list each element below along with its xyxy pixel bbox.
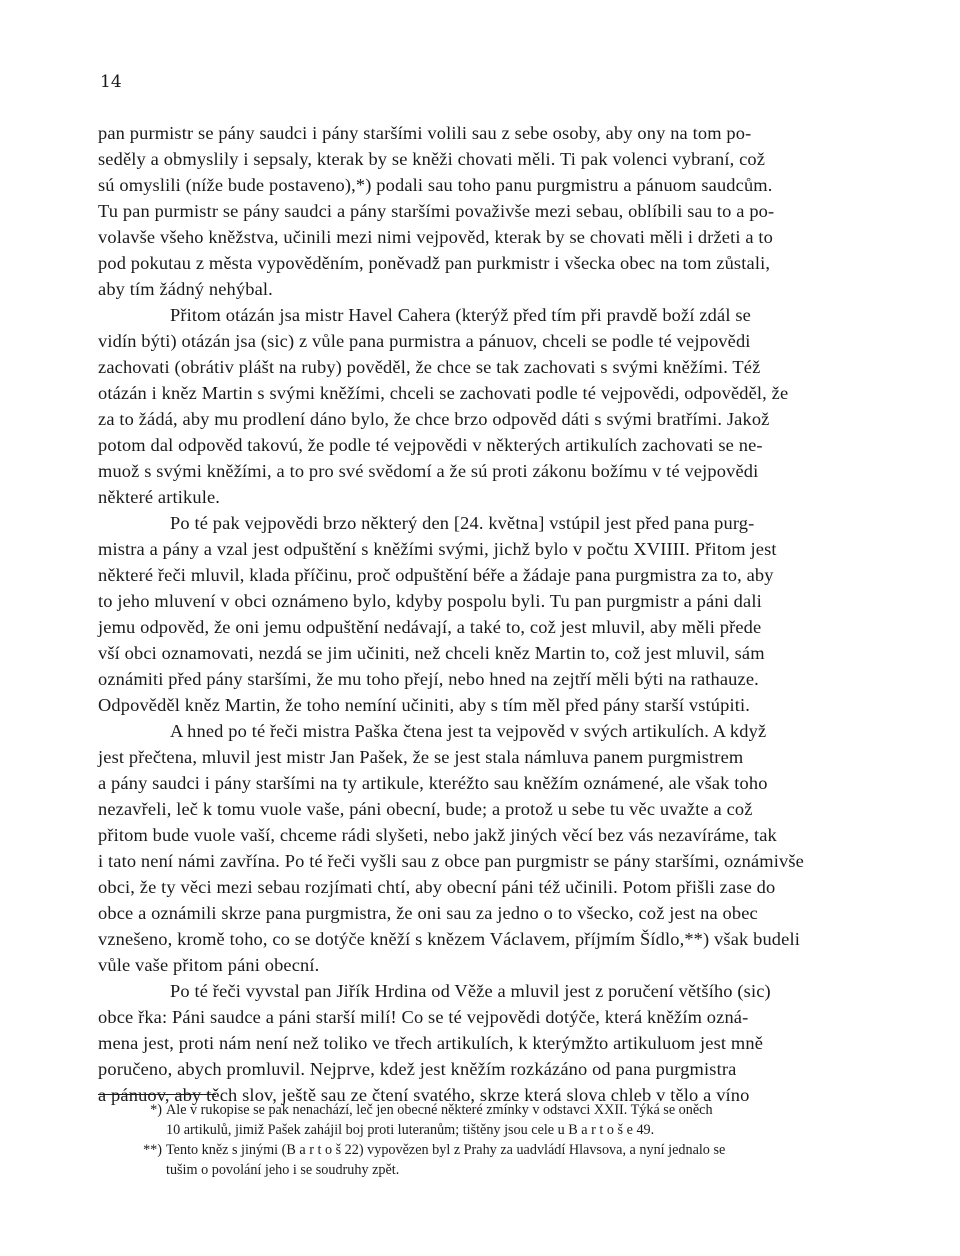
footnote-text: Ale v rukopise se pak nenachází, leč jen obecné některé zmínky v odstavci XXII. Týká se oněch 10 artikulů, jimiž Pašek zahájil boj proti luteranům; tištěny jsou cele u B a r t o š e 49. <box>166 1102 713 1138</box>
paragraph-2: Přitom otázán jsa mistr Havel Cahera (kterýž před tím při pravdě boží zdál se vidín býti) otázán jsa (sic) z vůle pana purmistra a pánuov, chceli se podle té vejpovědi zachovati (obrátiv plášt na ruby) pověděl, že chce se tak zachovati s svými kněžími. Též otázán i kněz Martin s svými kněžími, chceli se zachovati podle té vejpovědi, odpověděl, že za to žádá, aby mu prodlení dáno bylo, že chce brzo odpověd dáti s svými bratřími. Jakož potom dal odpověd takovú, že podle té vejpovědi v některých artikulích zachovati se ne- muož s svými kněžími, a to pro své svědomí a že sú proti zákonu božímu v té vejpovědi některé artikule. <box>98 305 789 507</box>
footnote-marker: **) <box>143 1142 162 1158</box>
footnotes <box>98 1100 892 1180</box>
footnote-marker: *) <box>150 1102 162 1118</box>
footnote-1 <box>98 1100 892 1140</box>
page-number: 14 <box>100 72 122 92</box>
footnote-2 <box>98 1140 892 1180</box>
footnote-divider <box>98 1094 216 1095</box>
paragraph-1: pan purmistr se pány saudci i pány staršími volili sau z sebe osoby, aby ony na tom po- seděly a obmyslily i sepsaly, kterak by se kněži chovati měli. Ti pak volenci vybraní, což sú omyslili (níže bude postaveno),*) podali sau toho panu purgmistru a pánuom saudcům. Tu pan purmistr se pány saudci a pány staršími považivše mezi sebau, oblíbili sau to a po- volavše všeho kněžstva, učinili mezi nimi vejpověd, kterak by se chovati měli i držeti a to pod pokutau z města vypověděním, poněvadž pan purkmistr i všecka obec na tom zůstali, aby tím žádný nehýbal. <box>98 123 775 299</box>
paragraph-4: A hned po té řeči mistra Paška čtena jest ta vejpověd v svých artikulích. A když jest přečtena, mluvil jest mistr Jan Pašek, že se jest stala námluva panem purgmistrem a pány saudci i pány staršími na ty artikule, kteréžto sau kněžím oznámené, ale však toho nezavřeli, leč k tomu vuole vaše, páni obecní, bude; a protož u sebe tu věc uvažte a což přitom bude vuole vaší, chceme rádi slyšeti, nebo jakž jiných věcí bez vás nezavíráme, tak i tato není námi zavřína. Po té řeči vyšli sau z obce pan purgmistr se pány staršími, oznámivše obci, že ty věci mezi sebau rozjímati chtí, aby obecní páni též učinili. Potom přišli zase do obce a oznámili skrze pana purgmistra, že oni sau za jedno o to všecko, což jest na obec vznešeno, kromě toho, co se dotýče kněží s knězem Václavem, příjmím Šídlo,**) však budeli vůle vaše přitom páni obecní. <box>98 721 804 975</box>
paragraph-3: Po té pak vejpovědi brzo některý den [24. května] vstúpil jest před pana purg- mistra a pány a vzal jest odpuštění s kněžími svými, jichž bylo v počtu XVIIII. Přitom jest některé řeči mluvil, klada příčinu, proč odpuštění béře a žádaje pana purgmistra za to, aby to jeho mluvení v obci oznámeno bylo, kdyby pospolu byli. Tu pan purgmistr a páni dali jemu odpověd, že oni jemu odpuštění nedávají, a také to, což jest mluvil, aby měli přede vší obci oznamovati, nezdá se jim učiniti, než chceli kněz Martin to, což jest mluvil, sám oznámiti před pány staršími, že mu toho přejí, nebo hned na zejtří měli býti na rathauze. Odpověděl kněz Martin, že toho nemíní učiniti, aby s tím měl před pány starší vstúpiti. <box>98 513 777 715</box>
paragraph-5: Po té řeči vyvstal pan Jiřík Hrdina od Věže a mluvil jest z poručení většího (sic) obce řka: Páni saudce a páni starší milí! Co se té vejpovědi dotýče, která kněžím ozná- mena jest, proti nám není než toliko ve třech artikulích, k kterýmžto artikuluom jest mně poručeno, abych promluvil. Nejprve, kdež jest kněžím rozkázáno od pana purgmistra a pánuov, aby těch slov, ještě sau ze čtení svatého, skrze která slova chleb v tělo a víno <box>98 981 771 1105</box>
footnote-text: Tento kněz s jinými (B a r t o š 22) vypovězen byl z Prahy za uadvládí Hlavsova, a nyní jednalo se tušim o povolání jeho i se soudruhy zpět. <box>166 1142 726 1178</box>
main-text <box>98 120 892 1108</box>
